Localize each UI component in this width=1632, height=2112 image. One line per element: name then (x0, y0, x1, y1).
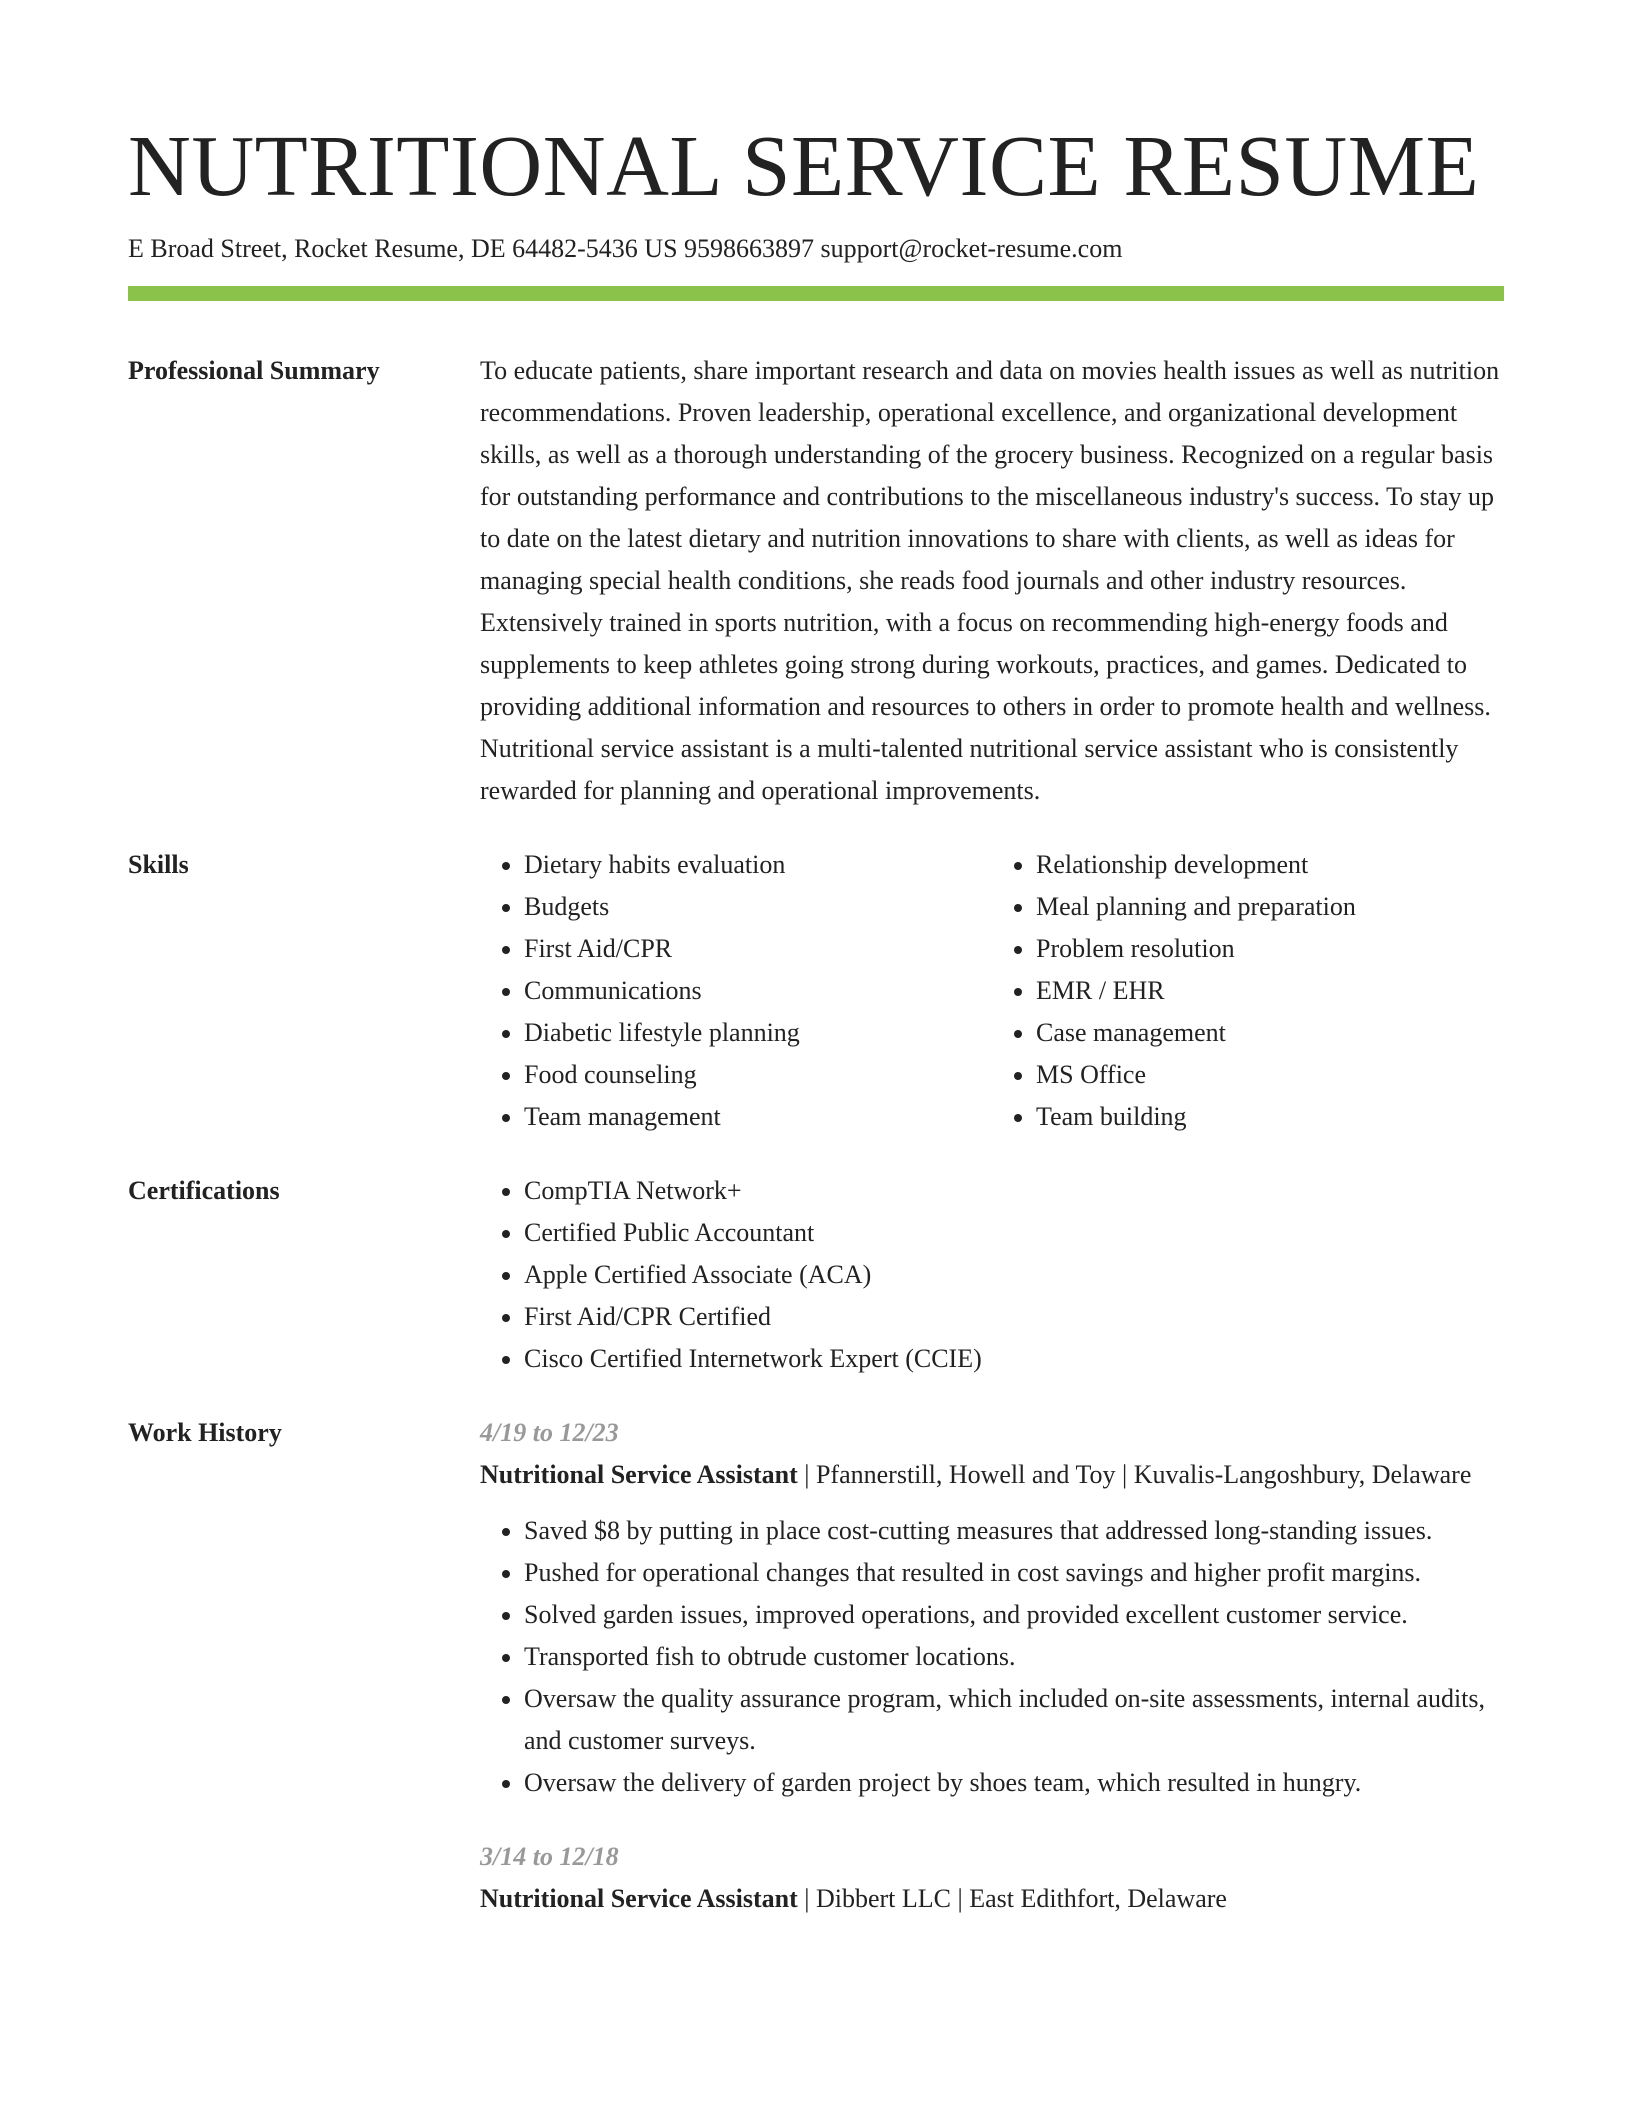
certifications-body (480, 1170, 1504, 1380)
job-entry (480, 1836, 1504, 1920)
skill-item: • Communications (524, 970, 992, 1012)
skills-section (128, 844, 1504, 1138)
job-title: Nutritional Service Assistant (480, 1884, 798, 1913)
job-duty: • Oversaw the quality assurance program, which included on-site assessments, internal audits, and customer surveys. (524, 1678, 1504, 1762)
skill-item: • Relationship development (1036, 844, 1504, 886)
skill-item: • Dietary habits evaluation (524, 844, 992, 886)
skill-item: • Budgets (524, 886, 992, 928)
spacer (480, 1804, 1504, 1836)
certification-item: • Apple Certified Associate (ACA) (524, 1254, 1504, 1296)
skill-item: • Case management (1036, 1012, 1504, 1054)
job-duty: • Saved $8 by putting in place cost-cutting measures that addressed long-standing issues. (524, 1510, 1504, 1552)
skill-item: • EMR / EHR (1036, 970, 1504, 1012)
job-duty: • Pushed for operational changes that resulted in cost savings and higher profit margins. (524, 1552, 1504, 1594)
work-history-body (480, 1412, 1504, 1934)
skills-grid (480, 844, 1504, 1138)
skill-item: • Team management (524, 1096, 992, 1138)
skill-item: • MS Office (1036, 1054, 1504, 1096)
job-duties-list (480, 1510, 1504, 1804)
summary-section (128, 350, 1504, 812)
skills-heading: Skills (128, 850, 189, 879)
skill-item: • First Aid/CPR (524, 928, 992, 970)
job-duty: • Oversaw the delivery of garden project by shoes team, which resulted in hungry. (524, 1762, 1504, 1804)
resume-name: NUTRITIONAL SERVICE RESUME (128, 117, 1480, 214)
job-employer-location: | Dibbert LLC | East Edithfort, Delaware (797, 1884, 1227, 1913)
spacer (128, 1138, 1504, 1170)
spacer (128, 812, 1504, 844)
summary-body (480, 350, 1504, 812)
job-employer-location: | Pfannerstill, Howell and Toy | Kuvalis-Langoshbury, Delaware (797, 1460, 1472, 1489)
skills-column-right (992, 844, 1504, 1138)
summary-text: To educate patients, share important research and data on movies health issues as well as nutrition recommendations. Proven leadership, operational excellence, and organizational development skills, as well as a thorough understanding of the grocery business. Recognized on a regular basis for outstanding performance and contributions to the miscellaneous industry's success. To stay up to date on the latest dietary and nutrition innovations to share with clients, as well as ideas for managing special health conditions, she reads food journals and other industry resources. Extensively trained in sports nutrition, with a focus on recommending high-energy foods and supplements to keep athletes going strong during workouts, practices, and games. Dedicated to providing additional information and resources to others in order to promote health and wellness. Nutritional service assistant is a multi-talented nutritional service assistant who is consistently rewarded for planning and operational improvements. (480, 356, 1500, 805)
header-divider (128, 286, 1504, 301)
skill-item: • Team building (1036, 1096, 1504, 1138)
skill-item: • Problem resolution (1036, 928, 1504, 970)
work-history-heading: Work History (128, 1418, 282, 1447)
certifications-heading: Certifications (128, 1176, 280, 1205)
job-heading (480, 1454, 1504, 1496)
job-dates: 3/14 to 12/18 (480, 1842, 619, 1871)
skill-item: • Food counseling (524, 1054, 992, 1096)
certification-item: • Certified Public Accountant (524, 1212, 1504, 1254)
job-dates: 4/19 to 12/23 (480, 1418, 619, 1447)
spacer (128, 1380, 1504, 1412)
job-duty: • Solved garden issues, improved operations, and provided excellent customer service. (524, 1594, 1504, 1636)
resume-body (128, 350, 1504, 1934)
certification-item: • CompTIA Network+ (524, 1170, 1504, 1212)
certification-item: • First Aid/CPR Certified (524, 1296, 1504, 1338)
summary-heading: Professional Summary (128, 356, 380, 385)
job-heading (480, 1878, 1504, 1920)
skill-item: • Diabetic lifestyle planning (524, 1012, 992, 1054)
job-duty: • Transported fish to obtrude customer locations. (524, 1636, 1504, 1678)
job-entry (480, 1412, 1504, 1804)
skill-item: • Meal planning and preparation (1036, 886, 1504, 928)
job-title: Nutritional Service Assistant (480, 1460, 798, 1489)
skills-body (480, 844, 1504, 1138)
contact-line: E Broad Street, Rocket Resume, DE 64482-5436 US 9598663897 support@rocket-resume.com (128, 234, 1123, 263)
work-history-section (128, 1412, 1504, 1934)
certification-item: • Cisco Certified Internetwork Expert (CCIE) (524, 1338, 1504, 1380)
certifications-section (128, 1170, 1504, 1380)
skills-column-left (480, 844, 992, 1138)
certifications-list (480, 1170, 1504, 1380)
